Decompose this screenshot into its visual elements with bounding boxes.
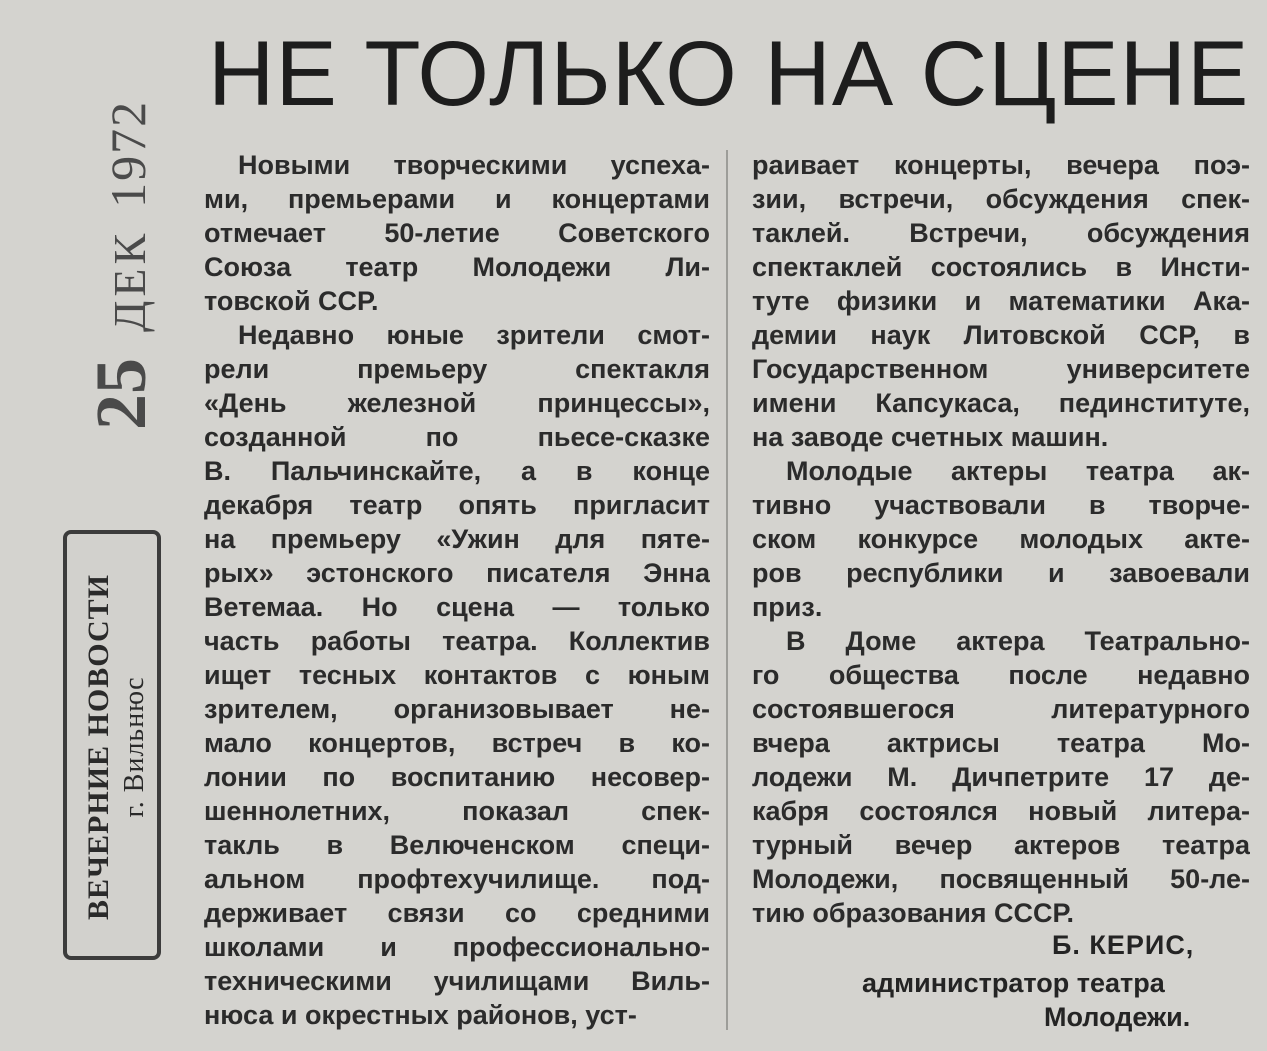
date-stamp-month: ДЕК [104,229,155,332]
article-line: часть работы театра. Коллектив [204,626,710,656]
article-line: приз. [752,592,823,622]
article-line: отмечает 50-летие Советского [204,218,710,248]
article-line: Недавно юные зрители смот- [238,320,710,350]
column-divider [726,150,728,1030]
date-stamp [80,100,163,430]
article-line: ми, премьерами и концертами [204,184,710,214]
article-line: на заводе счетных машин. [752,422,1109,452]
article-line: Союза театр Молодежи Ли- [204,252,710,282]
article-line: ищет тесных контактов с юным [204,660,710,690]
article-line: зии, встречи, обсуждения спек- [752,184,1250,214]
date-stamp-day: 25 [81,358,161,430]
article-line: Государственном университете [752,354,1250,384]
article-line: декабря театр опять пригласит [204,490,710,520]
article-line: турный вечер актеров театра [752,830,1250,860]
article-column-right [752,148,1250,930]
article-line: раивает концерты, вечера поэ- [752,150,1250,180]
article-line: техническими училищами Виль- [204,966,710,996]
article-line: держивает связи со средними [204,898,710,928]
article-line: го общества после недавно [752,660,1250,690]
article-line: В Доме актера Театрально- [786,626,1250,656]
article-line: кабря состоялся новый литера- [752,796,1250,826]
newspaper-stamp-name: ВЕЧЕРНИЕ НОВОСТИ [82,574,115,920]
article-line: В. Пальчинскайте, а в конце [204,456,710,486]
article-line: «День железной принцессы», [204,388,710,418]
article-line: альном профтехучилище. под- [204,864,710,894]
author-role-continued: Молодежи. [1044,1002,1191,1032]
article-line: ров республики и завоевали [752,558,1250,588]
article-line: тию образования СССР. [752,898,1075,928]
article-line: спектаклей состоялись в Инсти- [752,252,1250,282]
article-line: Молодежи, посвященный 50-ле- [752,864,1250,894]
article-line: рых» эстонского писателя Энна [204,558,710,588]
article-line: товской ССР. [204,286,379,316]
article-line: Молодые актеры театра ак- [786,456,1250,486]
article-line: зрителем, организовывает не- [204,694,710,724]
article-line: демии наук Литовской ССР, в [752,320,1250,350]
article-line: созданной по пьесе-сказке [204,422,710,452]
date-stamp-year: 1972 [100,99,156,208]
article-line: нюса и окрестных районов, уст- [204,1000,637,1030]
article-line: лодежи М. Дичпетрите 17 де- [752,762,1250,792]
article-line: мало концертов, встреч в ко- [204,728,710,758]
article-line: шеннолетних, показал спек- [204,796,710,826]
article-line: вчера актрисы театра Мо- [752,728,1250,758]
article-line: рели премьеру спектакля [204,354,710,384]
article-line: Ветемаа. Но сцена — только [204,592,710,622]
article-line: тивно участвовали в творче- [752,490,1250,520]
article-line: состоявшегося литературного [752,694,1250,724]
article-column-left [204,148,710,1032]
article-headline: НЕ ТОЛЬКО НА СЦЕНЕ [208,23,1250,125]
article-line: имени Капсукаса, пединституте, [752,388,1250,418]
article-line: такль в Велюченском специ- [204,830,710,860]
article-line: лонии по воспитанию несовер- [204,762,710,792]
article-line: таклей. Встречи, обсуждения [752,218,1250,248]
newspaper-stamp-city: г. Вильнюс [119,676,150,818]
author-name: Б. КЕРИС, [1052,930,1195,960]
newspaper-stamp [63,530,161,960]
article-line: на премьеру «Ужин для пяте- [204,524,710,554]
article-line: школами и профессионально- [204,932,710,962]
article-line: Новыми творческими успеха- [238,150,710,180]
author-role: администратор театра [862,968,1165,998]
article-line: ском конкурсе молодых акте- [752,524,1250,554]
article-line: туте физики и математики Ака- [752,286,1250,316]
